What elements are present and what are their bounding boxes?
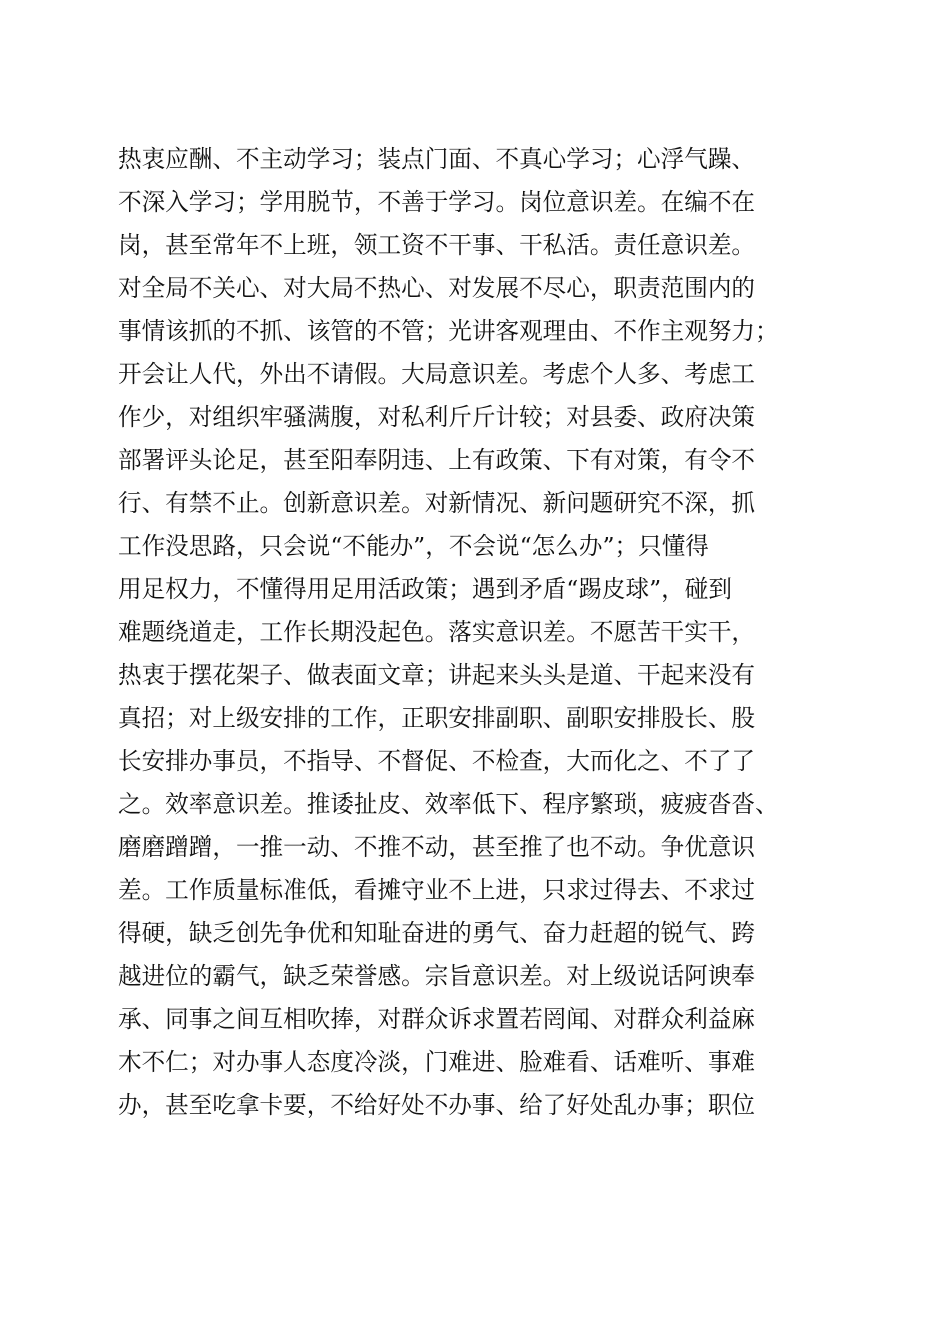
text-line: 木不仁；对办事人态度冷淡，门难进、脸难看、话难听、事难 <box>118 1048 756 1076</box>
text-line: 用足权力，不懂得用足用活政策；遇到矛盾“踢皮球”，碰到 <box>118 575 732 603</box>
body-text <box>118 138 848 1127</box>
text-line: 部署评头论足，甚至阳奉阴违、上有政策、下有对策，有令不 <box>118 446 756 474</box>
text-line: 承、同事之间互相吹捧，对群众诉求置若罔闻、对群众利益麻 <box>118 1005 756 1033</box>
text-line: 对全局不关心、对大局不热心、对发展不尽心，职责范围内的 <box>118 274 756 302</box>
text-line: 得硬，缺乏创先争优和知耻奋进的勇气、奋力赶超的锐气、跨 <box>118 919 756 947</box>
text-line: 差。工作质量标准低，看摊守业不上进，只求过得去、不求过 <box>118 876 756 904</box>
text-line: 不深入学习；学用脱节，不善于学习。岗位意识差。在编不在 <box>118 188 756 216</box>
text-line: 真招；对上级安排的工作，正职安排副职、副职安排股长、股 <box>118 704 756 732</box>
text-line: 工作没思路，只会说“不能办”，不会说“怎么办”；只懂得 <box>118 532 709 560</box>
text-line: 事情该抓的不抓、该管的不管；光讲客观理由、不作主观努力； <box>118 317 779 345</box>
text-line: 越进位的霸气，缺乏荣誉感。宗旨意识差。对上级说话阿谀奉 <box>118 962 756 990</box>
text-line: 开会让人代，外出不请假。大局意识差。考虑个人多、考虑工 <box>118 360 756 388</box>
text-line: 难题绕道走，工作长期没起色。落实意识差。不愿苦干实干， <box>118 618 756 646</box>
text-line: 行、有禁不止。创新意识差。对新情况、新问题研究不深，抓 <box>118 489 756 517</box>
text-line: 磨磨蹭蹭，一推一动、不推不动，甚至推了也不动。争优意识 <box>118 833 756 861</box>
text-line: 热衷应酬、不主动学习；装点门面、不真心学习；心浮气躁、 <box>118 145 756 173</box>
text-line: 热衷于摆花架子、做表面文章；讲起来头头是道、干起来没有 <box>118 661 756 689</box>
text-line: 岗，甚至常年不上班，领工资不干事、干私活。责任意识差。 <box>118 231 756 259</box>
text-line: 作少，对组织牢骚满腹，对私利斤斤计较；对县委、政府决策 <box>118 403 756 431</box>
text-line: 办，甚至吃拿卡要，不给好处不办事、给了好处乱办事；职位 <box>118 1091 756 1119</box>
text-line: 之。效率意识差。推诿扯皮、效率低下、程序繁琐，疲疲沓沓、 <box>118 790 779 818</box>
text-line: 长安排办事员，不指导、不督促、不检查，大而化之、不了了 <box>118 747 756 775</box>
